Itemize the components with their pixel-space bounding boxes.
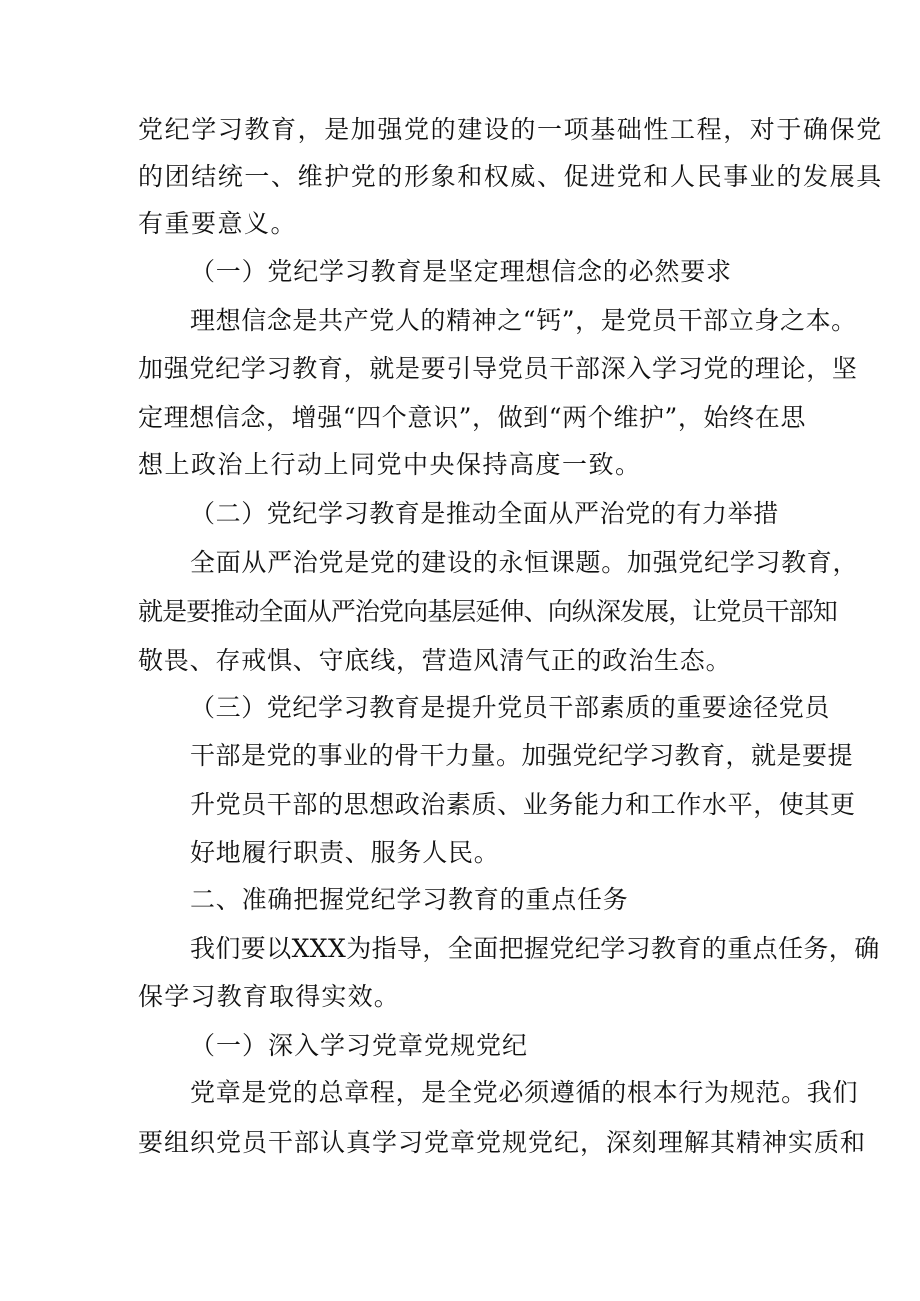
section-heading: （二）党纪学习教育是推动全面从严治党的有力举措 <box>190 499 779 528</box>
text-line: 升党员干部的思想政治素质、业务能力和工作水平，使其更 <box>190 790 856 819</box>
section-heading: （一）党纪学习教育是坚定理想信念的必然要求 <box>190 257 732 286</box>
text-line: 党章是党的总章程，是全党必须遵循的根本行为规范。我们 <box>190 1078 859 1107</box>
text-line: 要组织党员干部认真学习党章党规党纪，深刻理解其精神实质和 <box>138 1128 867 1157</box>
chapter-heading: 二、准确把握党纪学习教育的重点任务 <box>190 885 629 914</box>
text-line: 干部是党的事业的骨干力量。加强党纪学习教育，就是要提 <box>190 741 854 770</box>
section-heading: （一）深入学习党章党规党纪 <box>190 1031 529 1060</box>
text-line: 党纪学习教育，是加强党的建设的一项基础性工程，对于确保党 <box>138 115 883 144</box>
section-heading: （三）党纪学习教育是提升党员干部素质的重要途径党员 <box>190 693 831 722</box>
text-line: 就是要推动全面从严治党向基层延伸、向纵深发展，让党员干部知 <box>138 597 837 626</box>
text-line: 想上政治上行动上同党中央保持高度一致。 <box>138 450 642 479</box>
text-line: 理想信念是共产党人的精神之“钙”，是党员干部立身之本。 <box>190 306 857 335</box>
text-line: 保学习教育取得实效。 <box>138 982 401 1011</box>
text-line: 我们要以XXX为指导，全面把握党纪学习教育的重点任务，确 <box>190 934 880 963</box>
text-line: 有重要意义。 <box>138 209 298 238</box>
text-line: 的团结统一、维护党的形象和权威、促进党和人民事业的发展具 <box>138 162 883 191</box>
text-line: 加强党纪学习教育，就是要引导党员干部深入学习党的理论，坚 <box>138 354 858 383</box>
text-line: 定理想信念，增强“四个意识”，做到“两个维护”，始终在思 <box>138 403 806 432</box>
text-line: 全面从严治党是党的建设的永恒课题。加强党纪学习教育， <box>190 548 859 577</box>
text-line: 好地履行职责、服务人民。 <box>190 838 500 867</box>
text-line: 敬畏、存戒惧、守底线，营造风清气正的政治生态。 <box>138 646 732 675</box>
